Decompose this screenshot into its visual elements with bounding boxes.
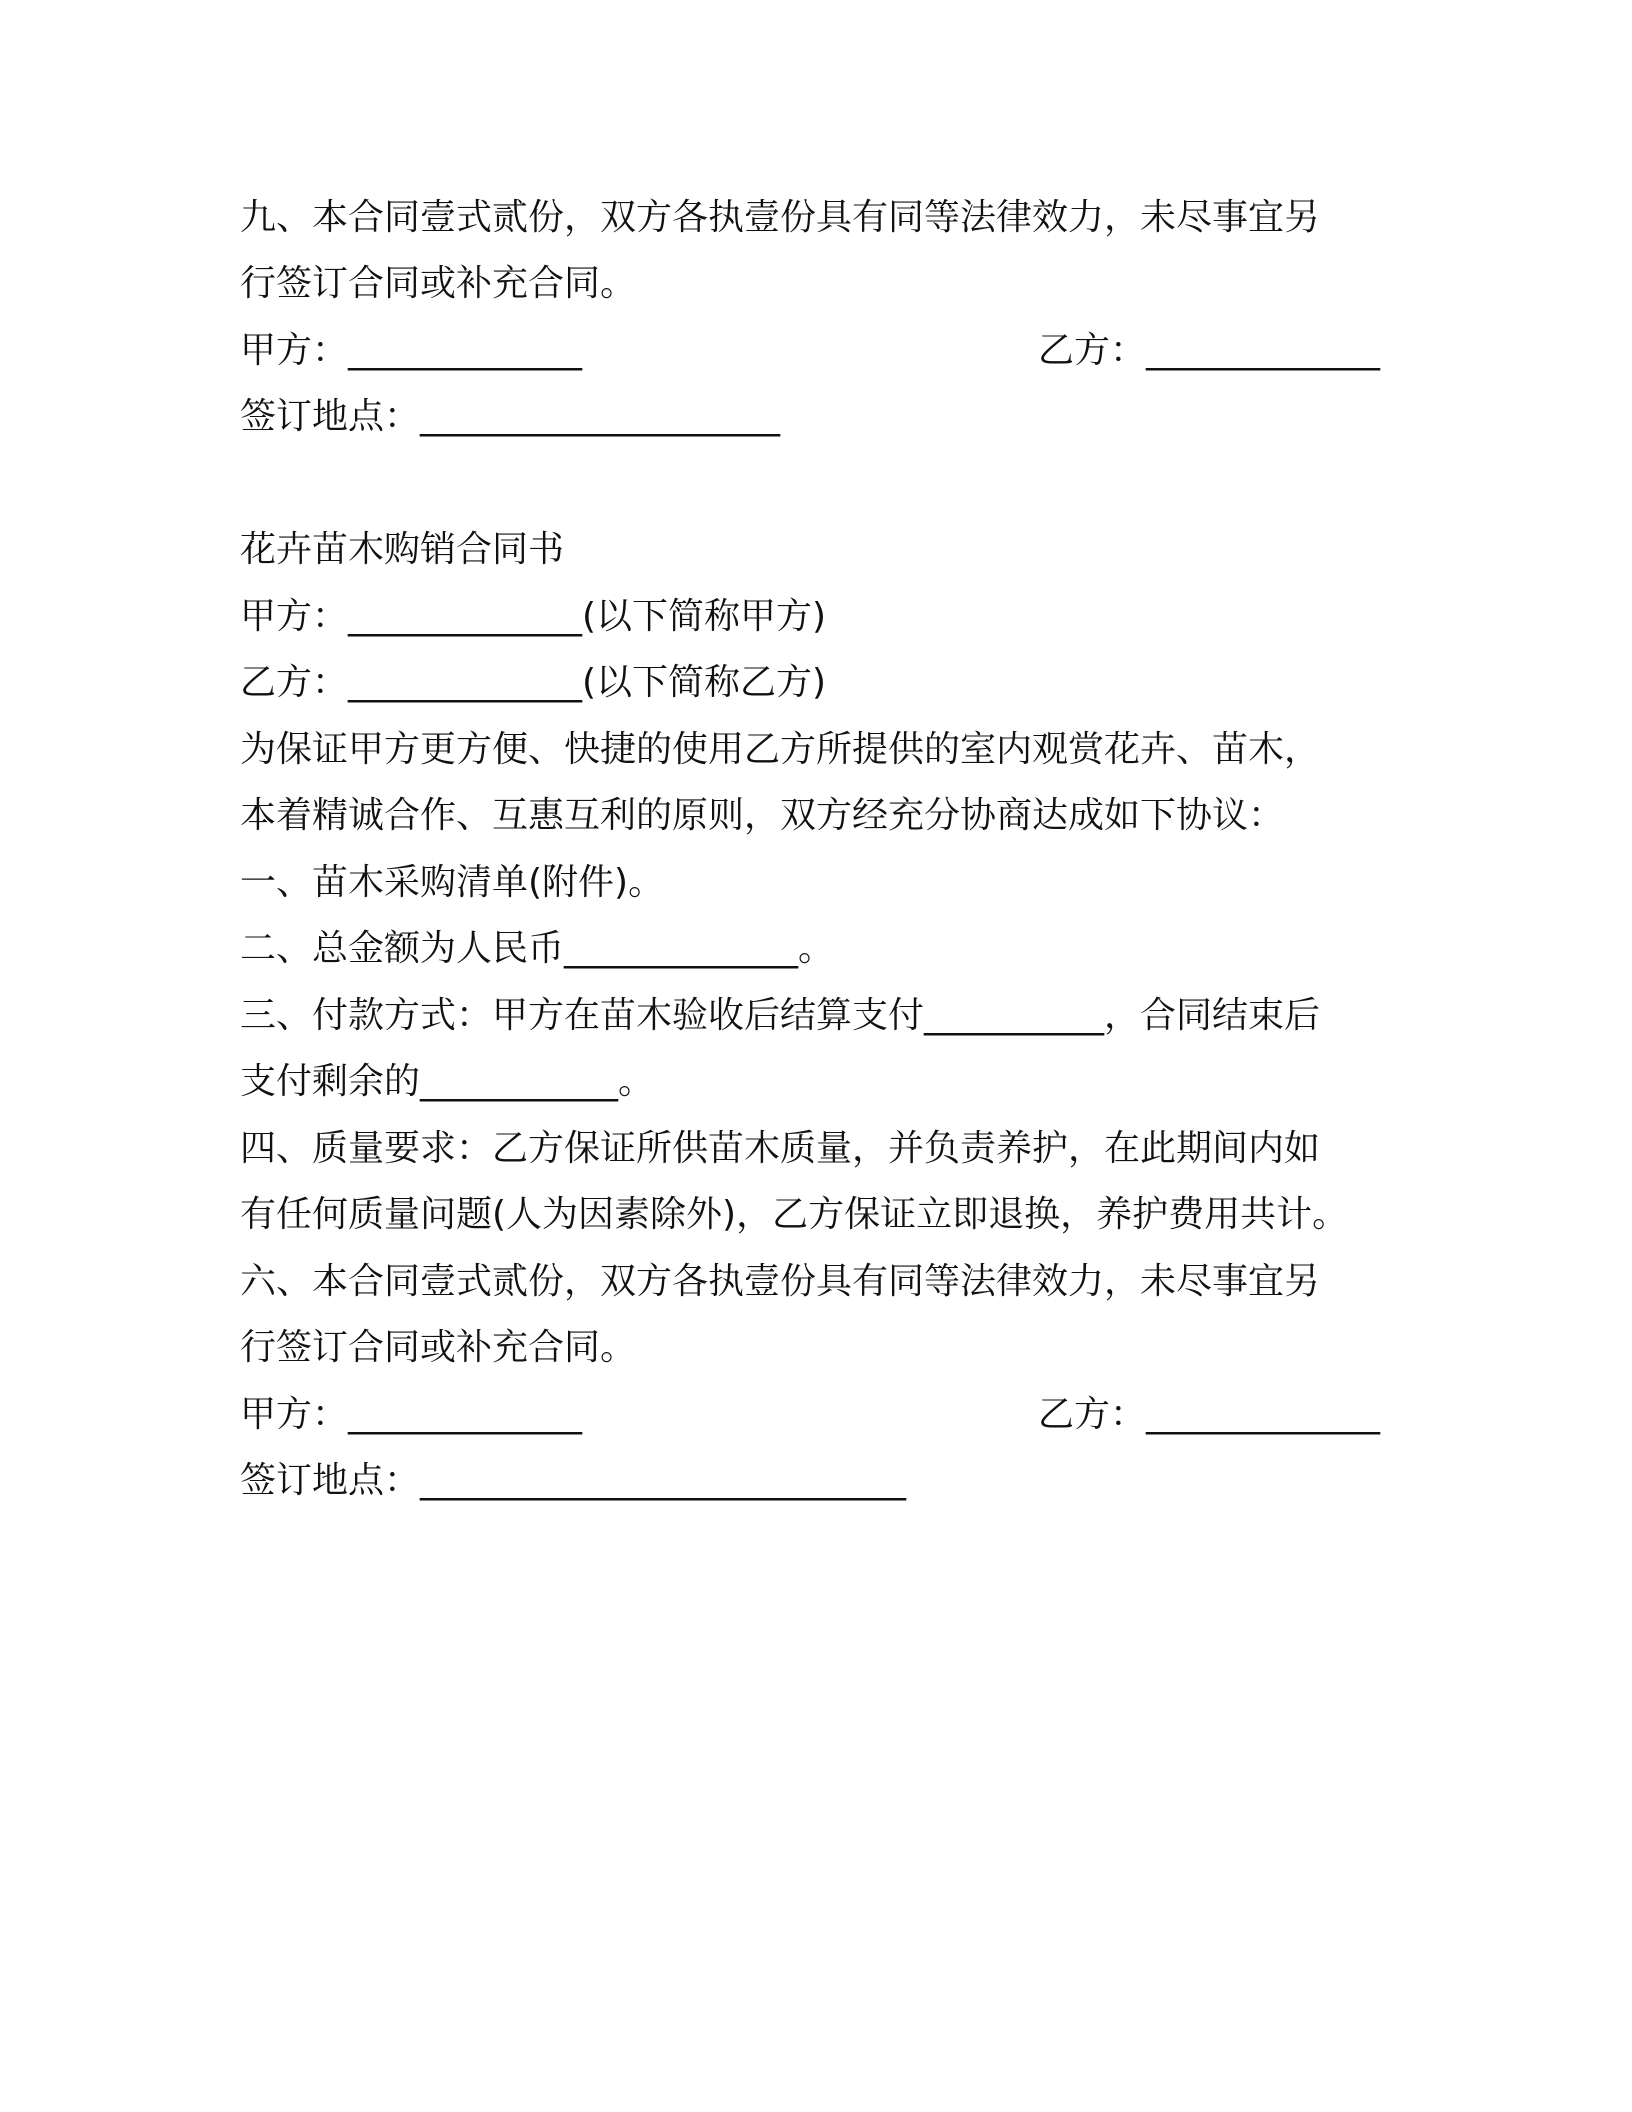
- clause-4-line-1: 四、质量要求：乙方保证所供苗木质量，并负责养护，在此期间内如: [240, 1128, 1321, 1169]
- party-b-signature: 乙方：_____________: [1038, 330, 1381, 371]
- party-b-intro: 乙方：_____________(以下简称乙方): [240, 662, 827, 703]
- clause-1: 一、苗木采购清单(附件)。: [240, 862, 665, 903]
- preamble-line-1: 为保证甲方更方便、快捷的使用乙方所提供的室内观赏花卉、苗木，: [240, 729, 1321, 770]
- clause-2: 二、总金额为人民币_____________。: [240, 928, 835, 969]
- clause-9-line-2: 行签订合同或补充合同。: [240, 263, 637, 304]
- party-a-intro: 甲方：_____________(以下简称甲方): [240, 596, 827, 637]
- clause-3-line-2: 支付剩余的___________。: [240, 1061, 655, 1102]
- party-b-signature-2: 乙方：_____________: [1038, 1394, 1381, 1435]
- clause-6-line-2: 行签订合同或补充合同。: [240, 1327, 637, 1368]
- party-a-signature-2: 甲方：_____________: [240, 1394, 583, 1435]
- signature-row-2: [240, 1393, 1381, 1437]
- clause-6-line-1: 六、本合同壹式贰份，双方各执壹份具有同等法律效力，未尽事宜另: [240, 1261, 1321, 1302]
- signature-row: [240, 329, 1381, 373]
- preamble-line-2: 本着精诚合作、互惠互利的原则，双方经充分协商达成如下协议：: [240, 795, 1285, 836]
- signing-place: 签订地点：____________________: [240, 396, 781, 437]
- signing-place-2: 签订地点：___________________________: [240, 1460, 907, 1501]
- clause-9-line-1: 九、本合同壹式贰份，双方各执壹份具有同等法律效力，未尽事宜另: [240, 197, 1321, 238]
- clause-4-line-2: 有任何质量问题(人为因素除外)，乙方保证立即退换，养护费用共计。: [240, 1194, 1349, 1235]
- contract-title: 花卉苗木购销合同书: [240, 529, 565, 570]
- party-a-signature: 甲方：_____________: [240, 330, 583, 371]
- clause-3-line-1: 三、付款方式：甲方在苗木验收后结算支付__________，合同结束后: [240, 995, 1321, 1036]
